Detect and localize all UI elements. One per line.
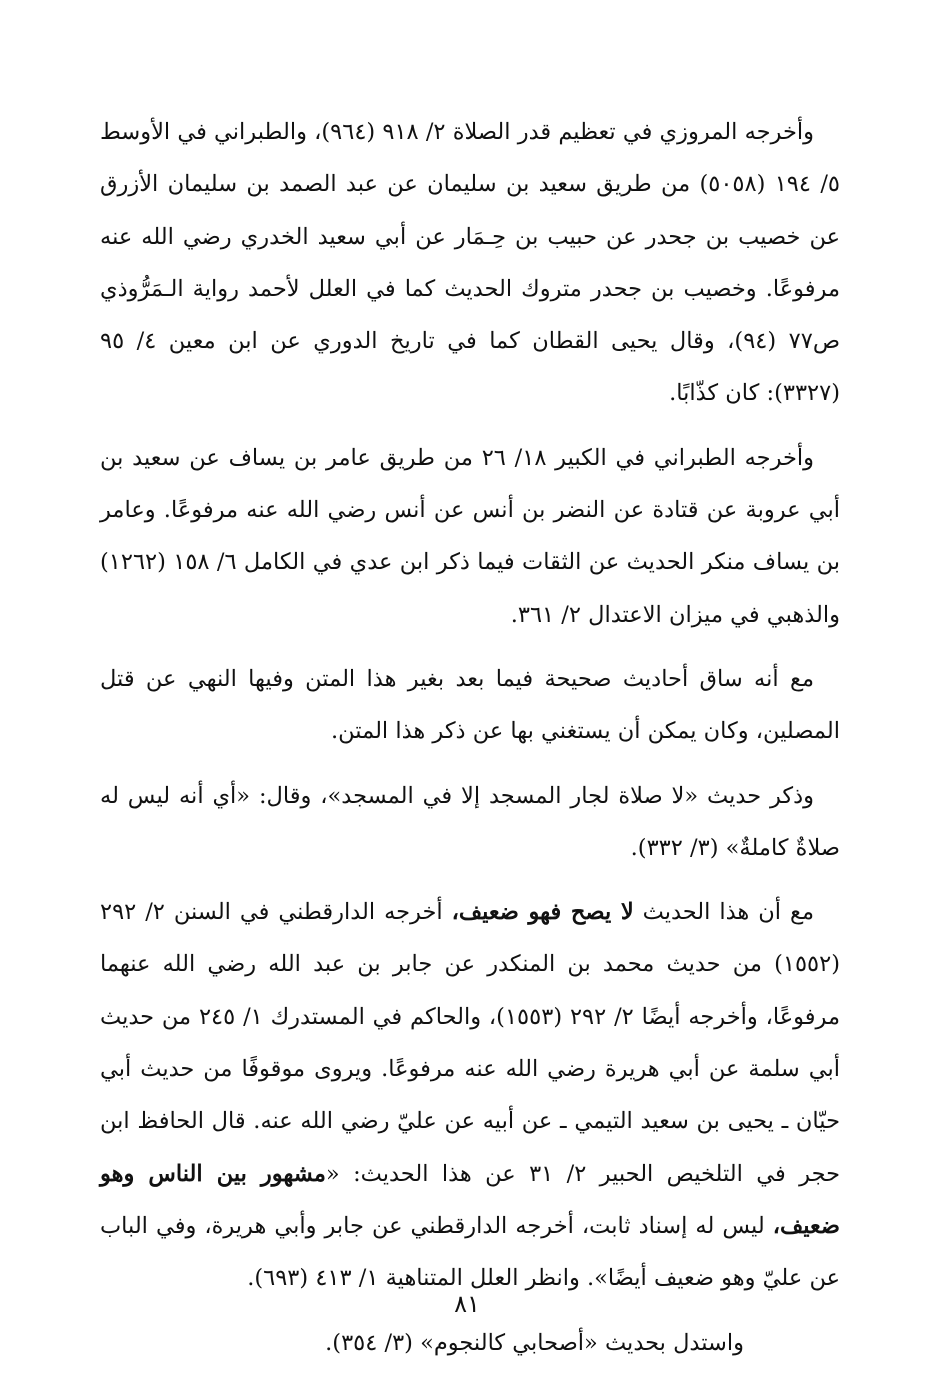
text-segment: مع أن هذا الحديث — [633, 899, 814, 926]
text-segment: وأخرجه المروزي في تعظيم قدر الصلاة ٢/ ٩١٨ (٩٦٤)، والطبراني في الأوسط ٥/ ١٩٤ (٥٠٥٨) من طريق سعيد بن سليمان عن عبد الصمد بن سليمان الأزرق عن خصيب بن جحدر عن حبيب بن حِـمَار عن أبي سعيد الخدري رضي الله عنه مرفوعًا. وخصيب بن جحدر متروك الحديث كما في العلل لأحمد رواية الـمَرُّوذي ص٧٧ (٩٤)، وقال يحيى القطان كما في تاريخ الدوري عن ابن معين ٤/ ٩٥ (٣٣٢٧): كان كذّابًا. — [100, 119, 841, 407]
paragraph-marwazi-takhrij — [100, 106, 840, 420]
bold-quote: مشهور بين الناس وهو ضعيف، — [100, 1160, 840, 1239]
page-number: ٨١ — [454, 1290, 480, 1318]
text-segment: مع أنه ساق أحاديث صحيحة فيما بعد بغير هذا المتن وفيها النهي عن قتل المصلين، وكان يمكن أن يستغني بها عن ذكر هذا المتن. — [100, 665, 840, 745]
paragraph-mosque-neighbor-hadith — [100, 770, 840, 875]
text-segment: وأخرجه الطبراني في الكبير ١٨/ ٢٦ من طريق عامر بن يساف عن سعيد بن أبي عروبة عن قتادة عن النضر بن أنس عن أنس رضي الله عنه مرفوعًا. وعامر بن يساف منكر الحديث عن الثقات فيما ذكر ابن عدي في الكامل ٦/ ١٥٨ (١٢٦٢) والذهبي في ميزان الاعتدال ٢/ ٣٦١. — [100, 444, 841, 628]
text-segment: ليس له إسناد ثابت، أخرجه الدارقطني عن جابر وأبي هريرة، وفي الباب عن عليّ وهو ضعيف أيضًا». وانظر العلل المتناهية ١/ ٤١٣ (٦٩٣). — [100, 1212, 840, 1292]
paragraph-daraqutni-takhrij — [100, 886, 840, 1304]
paragraph-authentic-hadiths-note — [100, 653, 840, 758]
paragraph-tabarani-kabir — [100, 432, 840, 641]
paragraph-stars-hadith — [100, 1317, 840, 1369]
main-text — [100, 106, 840, 1369]
text-segment: أخرجه الدارقطني في السنن ٢/ ٢٩٢ (١٥٥٢) من حديث محمد بن المنكدر عن جابر بن عبد الله رضي الله عنهما مرفوعًا، وأخرجه أيضًا ٢/ ٢٩٢ (١٥٥٣)، والحاكم في المستدرك ١/ ٢٤٥ من حديث أبي سلمة عن أبي هريرة رضي الله عنه مرفوعًا. ويروى موقوفًا من حديث أبي حيّان ـ يحيى بن سعيد التيمي ـ عن أبيه عن عليّ رضي الله عنه. قال الحافظ ابن حجر في التلخيص الحبير ٢/ ٣١ عن هذا الحديث: « — [100, 899, 841, 1187]
text-segment: واستدل بحديث «أصحابي كالنجوم» (٣/ ٣٥٤). — [325, 1329, 744, 1356]
text-segment: وذكر حديث «لا صلاة لجار المسجد إلا في المسجد»، وقال: «أي أنه ليس له صلاةٌ كاملةٌ» (٣/ ٣٣٢). — [100, 782, 840, 861]
bold-ruling: لا يصح فهو ضعيف، — [451, 899, 634, 926]
